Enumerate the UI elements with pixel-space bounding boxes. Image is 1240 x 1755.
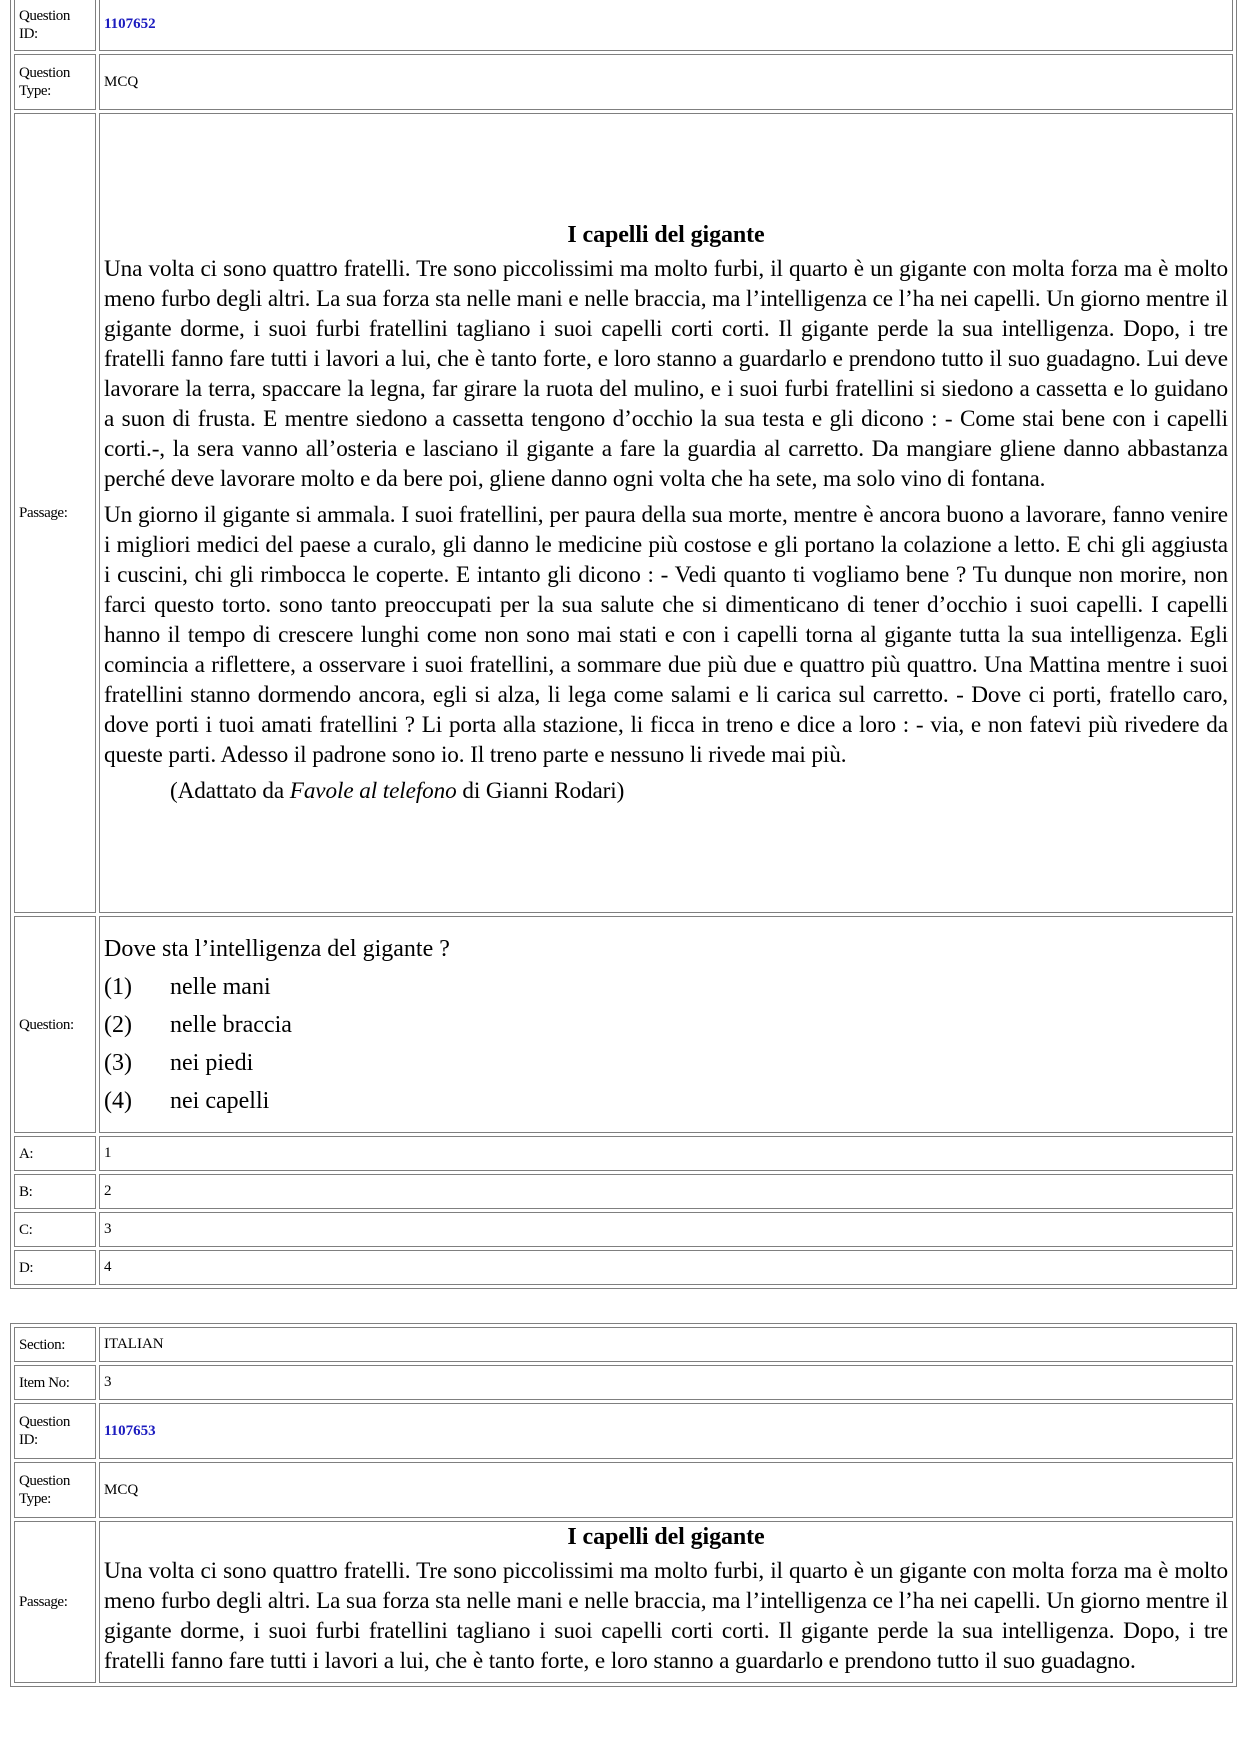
passage-credit xyxy=(170,776,1228,806)
question-id-label: Question ID: xyxy=(14,1403,96,1459)
option-number: (4) xyxy=(104,1087,132,1114)
question-stem: Dove sta l’intelligenza del gigante ? xyxy=(104,935,450,962)
question-id-row xyxy=(14,0,1233,51)
question-type-value: MCQ xyxy=(99,54,1233,110)
option-4 xyxy=(104,1082,1228,1120)
passage-content xyxy=(99,1521,1233,1683)
answer-c-row xyxy=(14,1212,1233,1247)
passage-paragraph-2: Un giorno il gigante si ammala. I suoi fratellini, per paura della sua morte, mentre è ancora buono a lavorare, fanno venire i migliori medici del paese a curalo, gli danno le medicine più costose e gli portano la colazione a letto. E chi gli aggiusta i cuscini, chi gli rimbocca le coperte. E intanto gli dicono : - Vedi quanto ti vogliamo bene ? Tu dunque non morire, non farci questo torto. sono tanto preoccupati per la sua salute che si dimenticano di tener d’occhio i suoi capelli. I capelli hanno il tempo di crescere lunghi come non sono mai stati e con i capelli torna al gigante tutta la sua intelligenza. Egli comincia a riflettere, a osservare i suoi fratellini, a sommare due più due e quattro più quattro. Una Mattina mentre i suoi fratellini stanno dormendo ancora, egli si alza, li lega come salami e li carica sul carretto. - Dove ci porti, fratello caro, dove porti i tuoi amati fratellini ? Li porta alla stazione, li ficca in treno e dice a loro : - via, e non fatevi più rivedere da queste parti. Adesso il padrone sono io. Il treno parte e nessuno li rivede mai più. xyxy=(104,502,1228,768)
option-text: nei capelli xyxy=(170,1087,270,1114)
question-id-row xyxy=(14,1403,1233,1459)
option-text: nelle braccia xyxy=(170,1011,292,1038)
answer-c-label: C: xyxy=(14,1212,96,1247)
answer-b-value: 2 xyxy=(99,1174,1233,1209)
question-type-value: MCQ xyxy=(99,1462,1233,1518)
item-no-value: 3 xyxy=(99,1365,1233,1400)
question-id-label: Question ID: xyxy=(14,0,96,51)
question-content xyxy=(99,916,1233,1133)
answer-a-label: A: xyxy=(14,1136,96,1171)
option-number: (1) xyxy=(104,973,132,1000)
question-item-1107653 xyxy=(10,1323,1237,1687)
section-value: ITALIAN xyxy=(99,1327,1233,1362)
option-1 xyxy=(104,968,1228,1006)
passage-content xyxy=(99,113,1233,913)
option-2 xyxy=(104,1006,1228,1044)
question-type-row xyxy=(14,54,1233,110)
answer-b-row xyxy=(14,1174,1233,1209)
question-id-value: 1107652 xyxy=(99,0,1233,51)
option-number: (2) xyxy=(104,1011,132,1038)
question-row xyxy=(14,916,1233,1133)
passage-row xyxy=(14,113,1233,913)
answer-d-row xyxy=(14,1250,1233,1285)
passage-paragraph-1: Una volta ci sono quattro fratelli. Tre sono piccolissimi ma molto furbi, il quarto è un gigante con molta forza ma è molto meno furbo degli altri. La sua forza sta nelle mani e nelle braccia, ma l’intelligenza ce l’ha nei capelli. Un giorno mentre il gigante dorme, i suoi furbi fratellini tagliano i suoi capelli corti corti. Il gigante perde la sua intelligenza. Dopo, i tre fratelli fanno fare tutti i lavori a lui, che è tanto forte, e loro stanno a guardarlo e prendono tutto il suo guadagno. xyxy=(104,1558,1228,1674)
question-type-label: Question Type: xyxy=(14,1462,96,1518)
section-label: Section: xyxy=(14,1327,96,1362)
option-number: (3) xyxy=(104,1049,132,1076)
passage-title: I capelli del gigante xyxy=(567,222,765,248)
option-3 xyxy=(104,1044,1228,1082)
answer-a-row xyxy=(14,1136,1233,1171)
option-text: nelle mani xyxy=(170,973,271,1000)
item-no-row xyxy=(14,1365,1233,1400)
question-type-row xyxy=(14,1462,1233,1518)
question-label: Question: xyxy=(14,916,96,1133)
credit-suffix: di Gianni Rodari) xyxy=(456,778,625,804)
passage-label: Passage: xyxy=(14,1521,96,1683)
passage-row xyxy=(14,1521,1233,1683)
question-type-label: Question Type: xyxy=(14,54,96,110)
passage-title: I capelli del gigante xyxy=(567,1524,765,1550)
credit-prefix: (Adattato da xyxy=(170,778,290,804)
section-row xyxy=(14,1327,1233,1362)
answer-d-value: 4 xyxy=(99,1250,1233,1285)
passage-label: Passage: xyxy=(14,113,96,913)
credit-book-title: Favole al telefono xyxy=(289,778,457,804)
answer-a-value: 1 xyxy=(99,1136,1233,1171)
item-no-label: Item No: xyxy=(14,1365,96,1400)
answer-b-label: B: xyxy=(14,1174,96,1209)
answer-d-label: D: xyxy=(14,1250,96,1285)
option-text: nei piedi xyxy=(170,1049,254,1076)
answer-c-value: 3 xyxy=(99,1212,1233,1247)
question-id-value: 1107653 xyxy=(99,1403,1233,1459)
passage-paragraph-1: Una volta ci sono quattro fratelli. Tre sono piccolissimi ma molto furbi, il quarto è un gigante con molta forza ma è molto meno furbo degli altri. La sua forza sta nelle mani e nelle braccia, ma l’intelligenza ce l’ha nei capelli. Un giorno mentre il gigante dorme, i suoi furbi fratellini tagliano i suoi capelli corti corti. Il gigante perde la sua intelligenza. Dopo, i tre fratelli fanno fare tutti i lavori a lui, che è tanto forte, e loro stanno a guardarlo e prendono tutto il suo guadagno. Lui deve lavorare la terra, spaccare la legna, far girare la ruota del mulino, e i suoi furbi fratellini si siedono a cassetta e lo guidano a suon di frusta. E mentre siedono a cassetta tengono d’occhio la sua testa e gli dicono : - Come stai bene con i capelli corti.-, la sera vanno all’osteria e lasciano il gigante a fare la guardia al carretto. Da mangiare gliene danno abbastanza perché deve lavorare molto e da bere poi, gliene danno ogni volta che ha sete, ma solo vino di fontana. xyxy=(104,256,1228,492)
question-item-1107652 xyxy=(10,0,1237,1289)
